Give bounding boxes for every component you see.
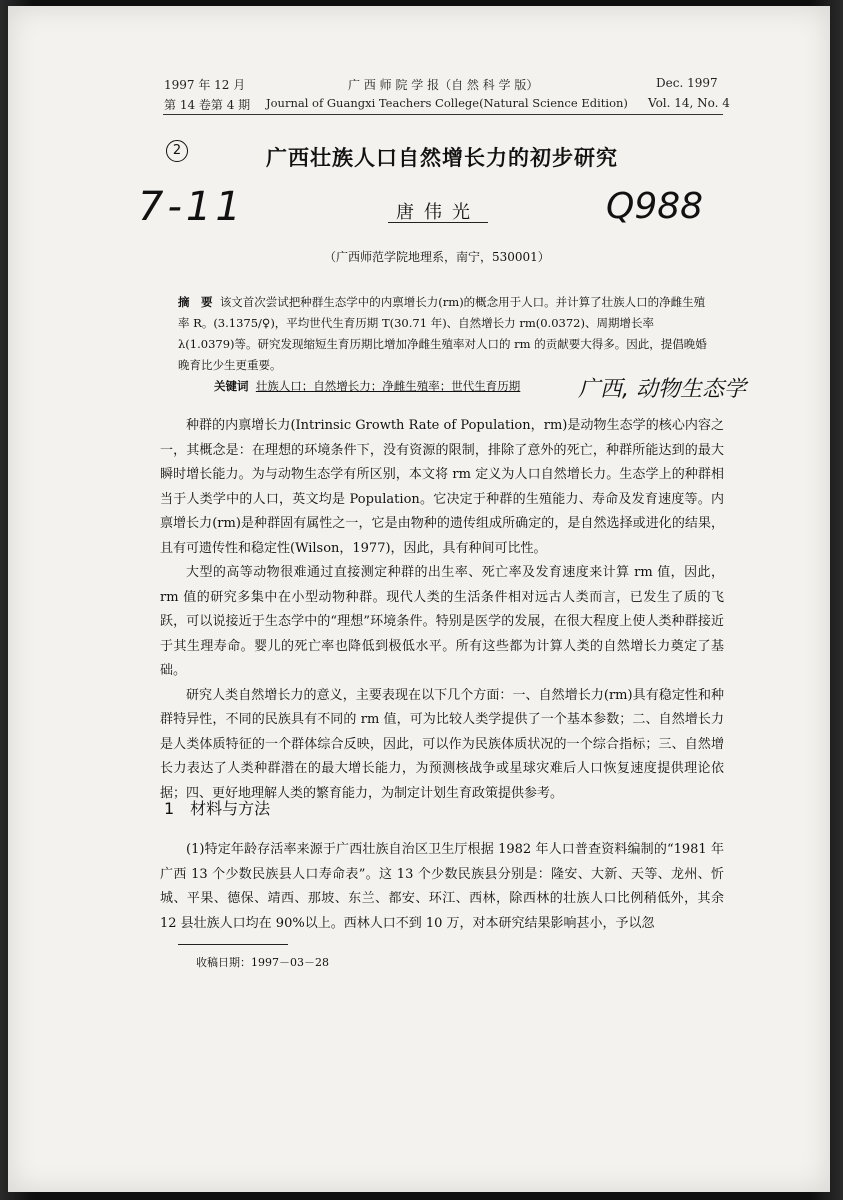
handwritten-right-note: Q988 xyxy=(606,186,704,227)
journal-name-en: Journal of Guangxi Teachers College(Natural Science Edition) xyxy=(266,96,628,110)
body-paragraph-2: 大型的高等动物很难通过直接测定种群的出生率、死亡率及发育速度来计算 rm 值，因此，rm 值的研究多集中在小型动物种群。现代人类的生活条件相对远古人类而言，已发生了质的飞跃，可以说接近于生态学中的“理想”环境条件。特别是医学的发展，在很大程度上使人类种群接近于其生理寿命。婴儿的死亡率也降低到极低水平。所有这些都为计算人类的自然增长力奠定了基础。 xyxy=(160,565,724,678)
header-date: 1997 年 12 月 xyxy=(164,78,246,92)
section-1-paragraph: (1)特定年龄存活率来源于广西壮族自治区卫生厅根据 1982 年人口普查资料编制的“1981 年广西 13 个少数民族县人口寿命表”。这 13 个少数民族县分别是：隆安、大新、天等、龙州、忻城、平果、德保、靖西、那坡、东兰、都安、环江、西林，除西林的壮族人口比例稍低外，其余 12 县壮族人口均在 90%以上。西林人口不到 10 万，对本研究结果影响甚小，予以忽 xyxy=(160,842,724,931)
article-author: 唐伟光 xyxy=(396,202,480,223)
header-date-en: Dec. 1997 xyxy=(656,76,718,90)
keywords xyxy=(214,376,614,397)
body-intro xyxy=(160,414,724,806)
paper-page xyxy=(8,6,830,1192)
header-volume: Vol. 14, No. 4 xyxy=(648,96,730,110)
section-1-body xyxy=(160,838,724,936)
author-underline xyxy=(388,222,488,223)
keywords-text: 壮族人口；自然增长力；净雌生殖率；世代生育历期 xyxy=(255,379,521,393)
handwritten-circled-number: 2 xyxy=(166,140,188,162)
body-paragraph-1: 种群的内禀增长力(Intrinsic Growth Rate of Population，rm)是动物生态学的核心内容之一，其概念是：在理想的环境条件下，没有资源的限制，排除了意外的死亡，种群所能达到的最大瞬时增长能力。为与动物生态学有所区别，本文将 rm 定义为人口自然增长力。生态学上的种群相当于人类学中的人口，英文均是 Population。它决定于种群的生殖能力、寿命及发育速度等。内禀增长力(rm)是种群固有属性之一，它是由物种的遗传组成所确定的，是自然选择或进化的结果，且有可遗传性和稳定性(Wilson，1977)，因此，具有种间可比性。 xyxy=(160,418,724,556)
handwritten-margin-note: 广西, 动物生态学 xyxy=(578,377,746,402)
handwritten-left-note: 7-11 xyxy=(138,184,245,230)
article-title: 广西壮族人口自然增长力的初步研究 xyxy=(266,146,618,170)
footnote-rule xyxy=(178,944,288,945)
section-1-title: 1 材料与方法 xyxy=(164,799,271,818)
article-affiliation: （广西师范学院地理系，南宁，530001） xyxy=(324,250,550,264)
header-rule xyxy=(163,114,723,115)
abstract-label: 摘 要 xyxy=(178,295,213,309)
footnote-received-date: 收稿日期：1997－03－28 xyxy=(196,956,329,969)
abstract xyxy=(178,292,708,376)
journal-name-cn: 广 西 师 院 学 报（自 然 科 学 版） xyxy=(348,78,539,92)
header-issue: 第 14 卷第 4 期 xyxy=(164,98,251,112)
keywords-label: 关键词 xyxy=(214,379,249,393)
abstract-text: 该文首次尝试把种群生态学中的内禀增长力(rm)的概念用于人口。并计算了壮族人口的净雌生殖率 R。(3.1375/♀)，平均世代生育历期 T(30.71 年)、自然增长力 rm(0.0372)、周期增长率 λ(1.0379)等。研究发现缩短生育历期比增加净雌生殖率对人口的 rm 的贡献要大得多。因此，提倡晚婚晚育比少生更重要。 xyxy=(178,295,707,372)
body-paragraph-3: 研究人类自然增长力的意义，主要表现在以下几个方面：一、自然增长力(rm)具有稳定性和种群特异性，不同的民族具有不同的 rm 值，可为比较人类学提供了一个基本参数；二、自然增长力是人类体质特征的一个群体综合反映，因此，可以作为民族体质状况的一个综合指标；三、自然增长力表达了人类种群潜在的最大增长能力，为预测核战争或星球灾难后人口恢复速度提供理论依据；四、更好地理解人类的繁育能力，为制定计划生育政策提供参考。 xyxy=(160,687,724,801)
